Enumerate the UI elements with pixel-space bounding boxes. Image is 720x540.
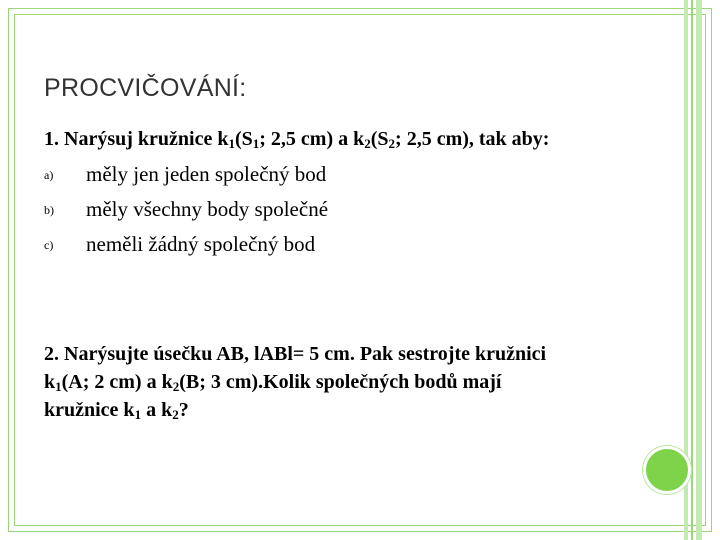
task-2-text: k bbox=[44, 371, 56, 393]
task-2-text: ? bbox=[178, 399, 189, 421]
task-2-text: a k bbox=[141, 399, 173, 421]
subscript: 2 bbox=[172, 407, 179, 422]
task-1 bbox=[44, 128, 684, 151]
task-2-text: (B; 3 cm).Kolik společných bodů mají bbox=[179, 371, 502, 393]
task-1-text: 1. Narýsuj kružnice k bbox=[44, 128, 229, 150]
task-1-text: (S bbox=[234, 128, 253, 150]
task-1-text: (S bbox=[370, 128, 389, 150]
subscript: 2 bbox=[364, 136, 371, 151]
decorative-stripe bbox=[696, 0, 702, 540]
task-2-text: kružnice k bbox=[44, 399, 135, 421]
decorative-stripe bbox=[691, 0, 693, 540]
subscript: 2 bbox=[388, 136, 396, 151]
option-letter: a) bbox=[44, 168, 54, 182]
task-2-text: (A; 2 cm) a k bbox=[61, 371, 173, 393]
option-b bbox=[44, 195, 664, 230]
task-2-line: 2. Narýsujte úsečku AB, lABl= 5 cm. Pak sestrojte kružnici bbox=[44, 343, 547, 365]
option-a bbox=[44, 160, 664, 195]
task-1-text: ; 2,5 cm), tak aby: bbox=[395, 128, 550, 150]
subscript: 1 bbox=[55, 379, 62, 394]
subscript: 2 bbox=[172, 379, 180, 394]
task-1-text: ; 2,5 cm) a k bbox=[259, 128, 365, 150]
option-letter: b) bbox=[44, 203, 54, 217]
option-c bbox=[44, 230, 664, 265]
task-1-options bbox=[44, 160, 664, 265]
option-letter: c) bbox=[44, 238, 54, 252]
option-text: měly jen jeden společný bod bbox=[86, 162, 327, 186]
option-text: neměli žádný společný bod bbox=[86, 232, 316, 256]
task-2 bbox=[44, 340, 664, 424]
slide-title: PROCVIČOVÁNÍ: bbox=[44, 74, 247, 102]
option-text: měly všechny body společné bbox=[86, 197, 329, 221]
subscript: 1 bbox=[134, 407, 142, 422]
task-2-line bbox=[44, 368, 664, 396]
subscript: 1 bbox=[228, 136, 235, 151]
decorative-circle bbox=[643, 446, 691, 494]
subscript: 1 bbox=[252, 136, 260, 151]
task-2-line bbox=[44, 396, 664, 424]
